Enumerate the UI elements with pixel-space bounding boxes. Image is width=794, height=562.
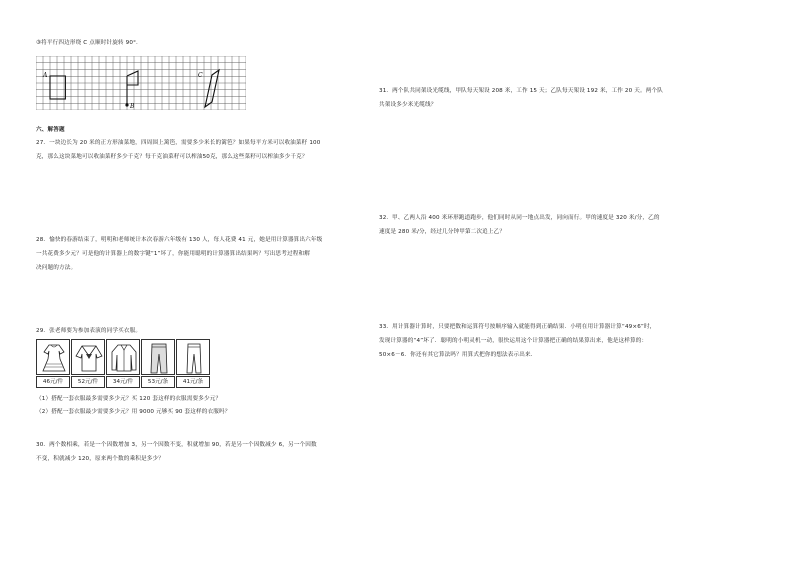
jeans-icon [142, 340, 176, 376]
sailor-shirt-icon [72, 340, 106, 376]
q29-intro: 29．张老师要为参加表演的同学买衣服。 [36, 328, 142, 334]
q28-line-2: 一共花费多少元？可是他的计算器上的数字键“1”坏了，你能用聪明的计算器算出结果吗？写出思考过程和解 [36, 251, 311, 257]
price-shirt: 34元/件 [106, 376, 140, 388]
label-c: C [198, 72, 203, 79]
dress-icon [37, 340, 71, 376]
shirt-cell [106, 339, 140, 375]
rotation-grid-figure [36, 56, 246, 110]
price-trousers: 41元/条 [176, 376, 210, 388]
parallelogram-shape [205, 70, 219, 107]
rectangle-shape [50, 76, 65, 99]
jeans-cell [141, 339, 175, 375]
point-b-dot [125, 103, 128, 106]
q31-line-1: 31．两个队共同架设光缆线，甲队每天架设 208 米，工作 15 天；乙队每天架设 192 米，工作 20 天。两个队 [379, 88, 663, 94]
q29-sub-1: （1）搭配一套衣服最多需要多少元？买 120 套这样的衣服需要多少元？ [36, 396, 222, 402]
section-title: 六、解答题 [36, 127, 65, 133]
trousers-cell [176, 339, 210, 375]
q31-line-2: 共架设多少米光缆线？ [379, 102, 437, 108]
q32-line-1: 32．甲、乙两人沿 400 米环形跑道跑步，他们同时从同一地点出发，同向而行。甲的速度是 320 米/分，乙的 [379, 215, 660, 221]
q28-line-1: 28．愉快的春游结束了，明明和老师统计本次春游六年级有 130 人，每人花费 41 元，她是用计算器算出六年级 [36, 237, 323, 243]
q32-line-2: 速度是 280 米/分，经过几分钟甲第二次追上乙？ [379, 229, 506, 235]
q33-line-1: 33．用计算器计算时，只要把数和运算符号按顺序输入就能得到正确结果．小明在用计算器计算“49×6”时， [379, 324, 656, 330]
price-jeans: 53元/条 [141, 376, 175, 388]
label-a: A [43, 72, 48, 79]
q28-line-3: 决问题的方法。 [36, 265, 77, 271]
price-dress: 46元/件 [36, 376, 70, 388]
q30-line-1: 30．两个数相乘，若是一个因数增加 3，另一个因数不变，积就增加 90，若是另一个因数减少 6，另一个因数 [36, 442, 317, 448]
q27-line-1: 27．一块边长为 20 米的正方形油菜地，四周围上篱笆，需要多少米长的篱笆？如果每平方米可以收油菜籽 100 [36, 140, 321, 146]
q3-instruction: ③将平行四边形绕 C 点顺时针旋转 90°. [36, 40, 138, 46]
trousers-icon [177, 340, 211, 376]
q33-line-3: 50×6－6．你还有其它算法吗？用算式把你的想法表示出来． [379, 352, 537, 358]
q33-line-2: 发现计算器的“4”坏了．聪明的小明灵机一动，很快运用这个计算器把正确的结果算出来，他是这样算的： [379, 338, 648, 344]
shirt-icon [107, 340, 141, 376]
q27-line-2: 克，那么这块菜地可以收油菜籽多少千克？每千克油菜籽可以榨油50克，那么这些菜籽可以榨油多少千克？ [36, 154, 308, 160]
q30-line-2: 不变，积就减少 120，原来两个数的乘积是多少？ [36, 456, 164, 462]
price-sailor-shirt: 52元/件 [71, 376, 105, 388]
label-b: B [130, 103, 135, 110]
sailor-shirt-cell [71, 339, 105, 375]
q29-sub-2: （2）搭配一套衣服最少需要多少元？用 9000 元够买 90 套这样的衣服吗？ [36, 409, 231, 415]
dress-cell [36, 339, 70, 375]
